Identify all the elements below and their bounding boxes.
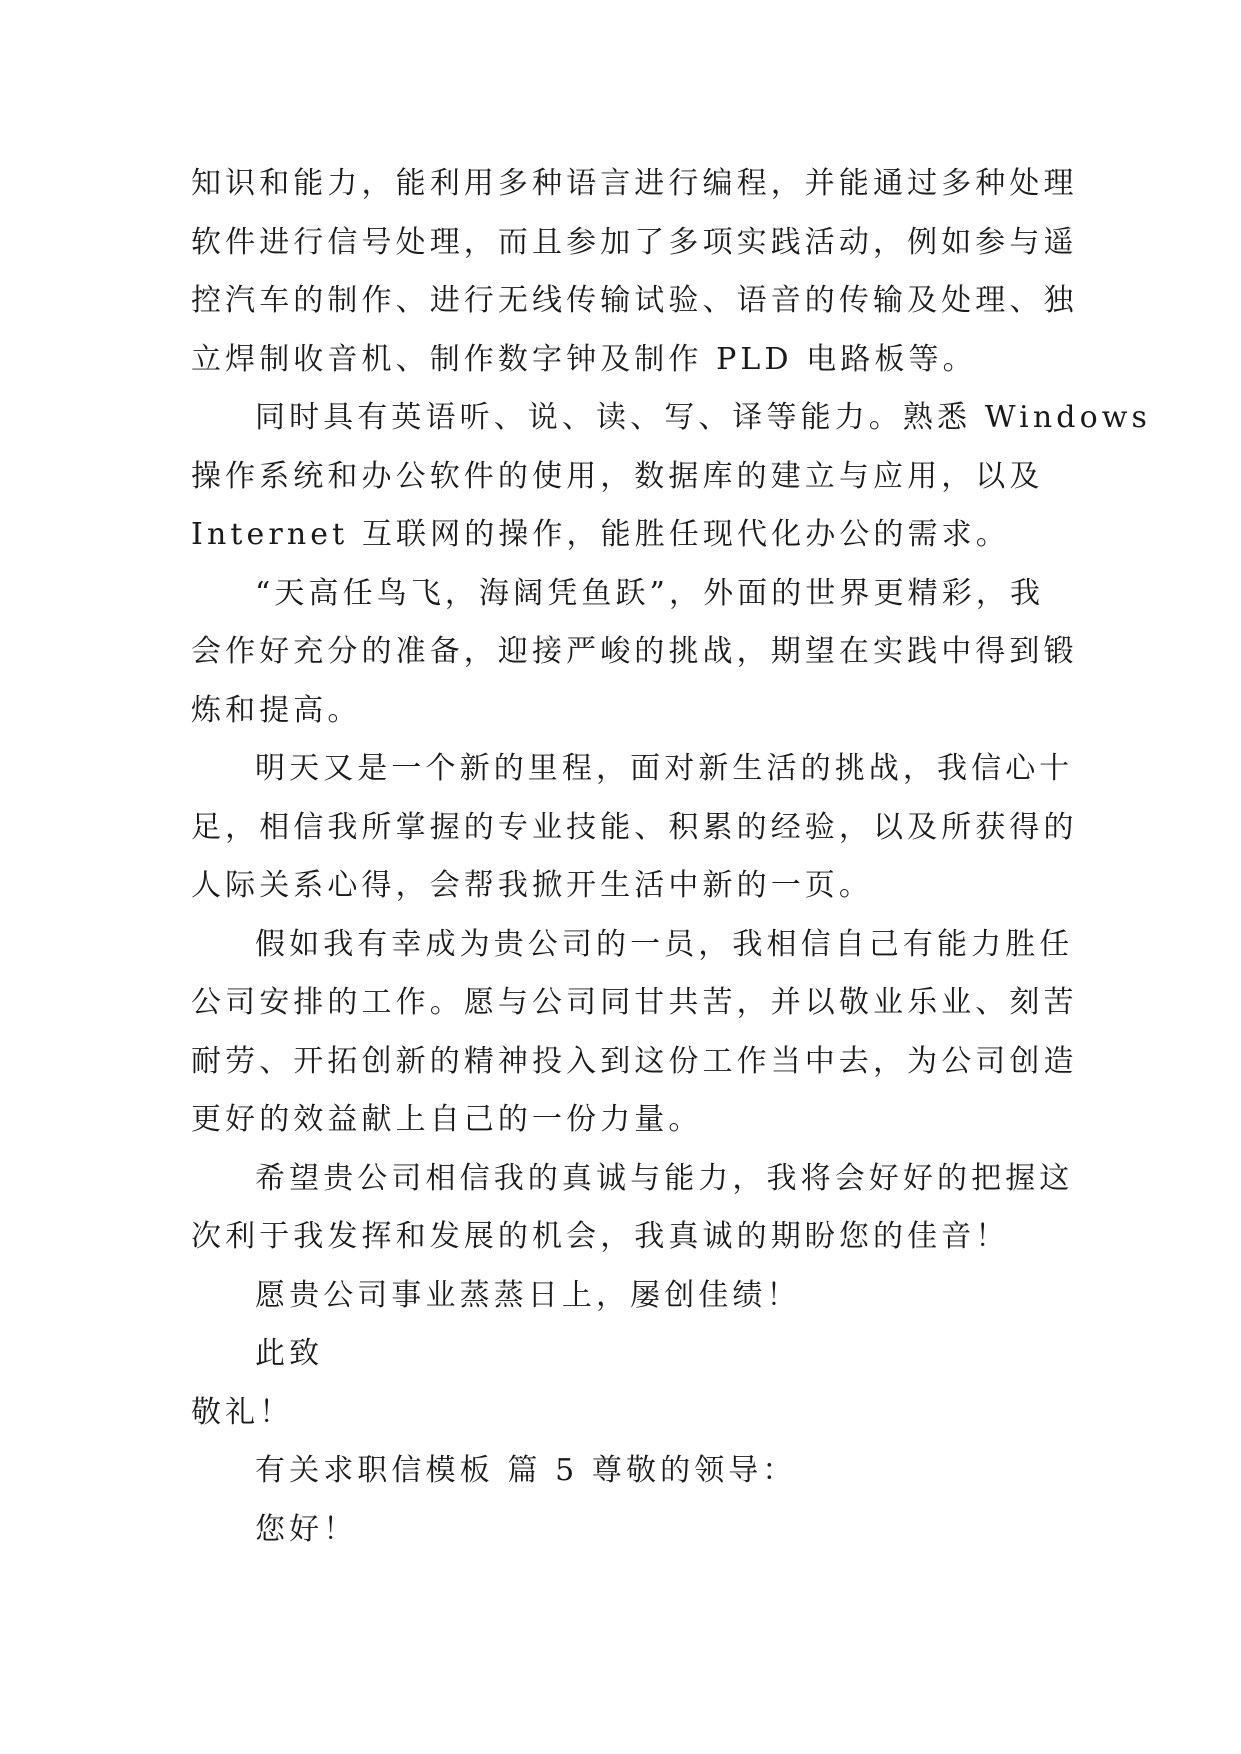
section-heading: 有关求职信模板 篇 5 尊敬的领导： [255,1453,797,1488]
text-line: “天高任鸟飞，海阔凭鱼跃”，外面的世界更精彩，我 [255,575,1045,611]
text-line: 次利于我发挥和发展的机会，我真诚的期盼您的佳音！ [191,1219,1010,1254]
text-line: 操作系统和办公软件的使用，数据库的建立与应用，以及 [191,458,1044,494]
text-line: 更好的效益献上自己的一份力量。 [191,1102,703,1137]
text-line: 软件进行信号处理，而且参加了多项实践活动，例如参与遥 [191,224,1078,260]
text-line: 耐劳、开拓创新的精神投入到这份工作当中去，为公司创造 [191,1043,1078,1079]
text-line: 知识和能力，能利用多种语言进行编程，并能通过多种处理 [191,166,1078,201]
text-line: 希望贵公司相信我的真诚与能力，我将会好好的把握这 [255,1160,1074,1196]
text-line: Internet 互联网的操作，能胜任现代化办公的需求。 [191,517,1010,552]
text-line: 公司安排的工作。愿与公司同甘共苦，并以敬业乐业、刻苦 [191,985,1078,1020]
letter-body [191,155,1151,1559]
text-line: 假如我有幸成为贵公司的一员，我相信自己有能力胜任 [255,926,1074,962]
text-line: 足，相信我所掌握的专业技能、积累的经验，以及所获得的 [191,809,1078,845]
text-line: 明天又是一个新的里程，面对新生活的挑战，我信心十 [255,751,1074,786]
text-line: 同时具有英语听、说、读、写、译等能力。熟悉 Windows [255,400,1151,435]
text-line: 控汽车的制作、进行无线传输试验、语音的传输及处理、独 [191,283,1078,318]
greeting: 您好！ [255,1511,358,1547]
text-line: 立焊制收音机、制作数字钟及制作 PLD 电路板等。 [191,341,977,377]
closing-wish: 愿贵公司事业蒸蒸日上，屡创佳绩！ [255,1277,801,1313]
text-line: 人际关系心得，会帮我掀开生活中新的一页。 [191,868,873,903]
salutation-close: 此致 [255,1336,324,1371]
text-line: 炼和提高。 [191,692,362,728]
regards: 敬礼！ [191,1394,294,1430]
text-line: 会作好充分的准备，迎接严峻的挑战，期望在实践中得到锻 [191,634,1078,669]
